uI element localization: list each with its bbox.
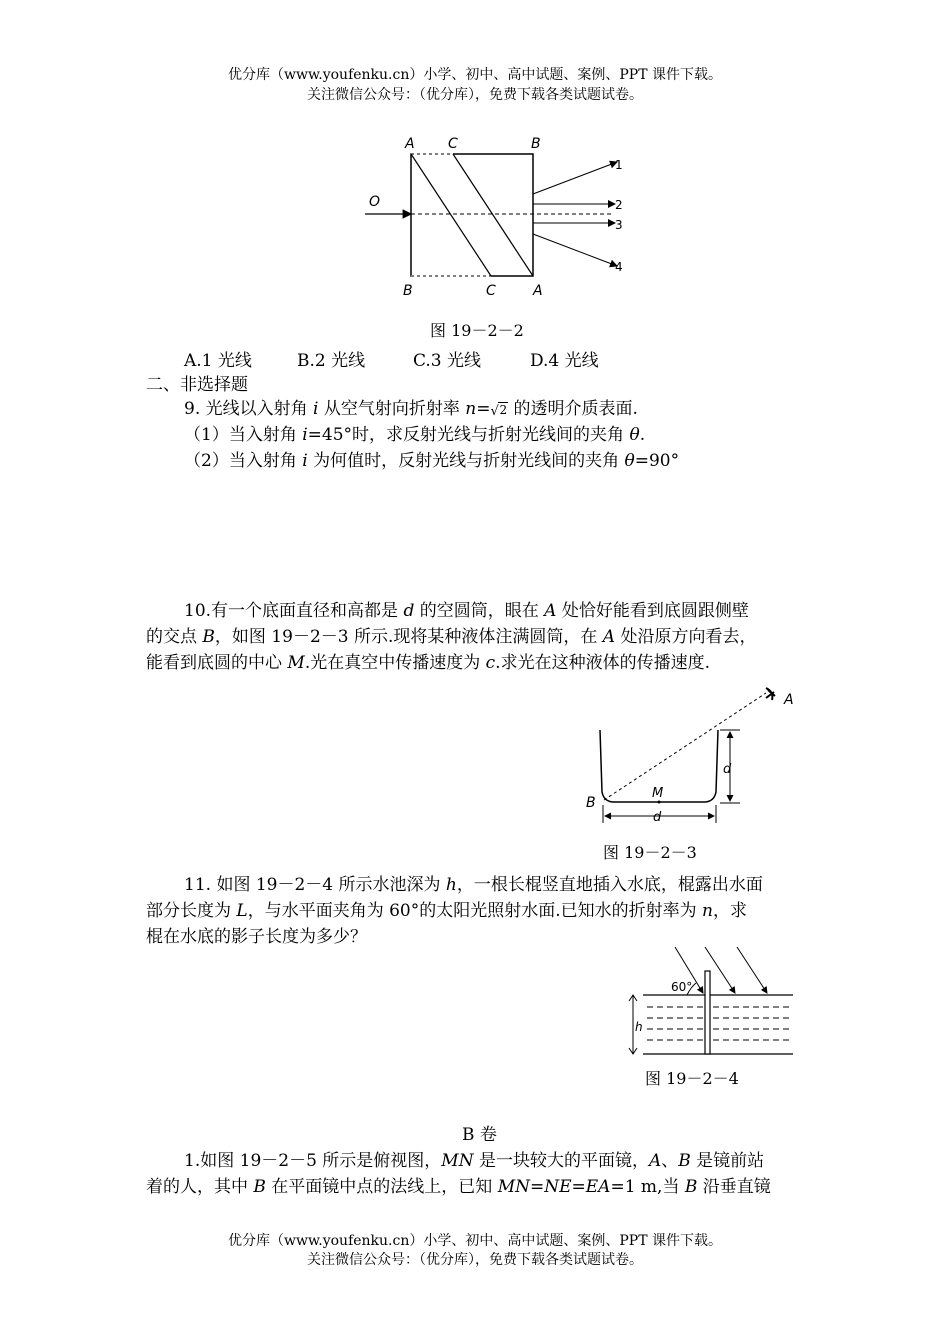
label-M: M <box>652 786 664 801</box>
q9-part-2: （2）当入射角 i 为何值时，反射光线与折射光线间的夹角 θ=90° <box>184 451 680 471</box>
label-ray-4: 4 <box>615 260 623 274</box>
figure-caption-19-2-2: 图 19－2－2 <box>430 321 524 340</box>
header-line-1: 优分库（www.youfenku.cn）小学、初中、高中试题、案例、PPT 课件下载。 <box>227 67 722 83</box>
water-hatching <box>647 1007 789 1040</box>
footer-line-2: 关注微信公众号：（优分库），免费下载各类试题试卷。 <box>307 1252 643 1268</box>
q10-line-1: 10.有一个底面直径和高都是 d 的空圆筒，眼在 A 处恰好能看到底圆跟侧壁 <box>184 601 749 621</box>
label-60-degree: 60° <box>671 980 693 994</box>
label-B: B <box>586 795 596 811</box>
label-d-height: d <box>723 762 732 777</box>
diagonal-AC <box>411 154 491 276</box>
figure-caption-19-2-3: 图 19－2－3 <box>603 843 697 862</box>
b1-line-2: 着的人，其中 B 在平面镜中点的法线上，已知 MN=NE=EA=1 m,当 B 沿垂直镜 <box>146 1177 771 1197</box>
label-B-top: B <box>531 136 541 152</box>
label-O: O <box>369 194 381 210</box>
option-b: B.2 光线 <box>297 351 366 371</box>
figure-19-2-2 <box>355 130 645 305</box>
label-ray-2: 2 <box>615 198 623 212</box>
label-A-top: A <box>405 136 415 152</box>
eye-icon <box>766 688 775 700</box>
option-c: C.3 光线 <box>413 351 482 371</box>
b1-line-1: 1.如图 19－2－5 所示是俯视图，MN 是一块较大的平面镜，A、B 是镜前站 <box>184 1151 765 1171</box>
label-ray-3: 3 <box>615 218 623 232</box>
q9-stem: 9. 光线以入射角 i 从空气射向折射率 n= √ 2 的透明介质表面. <box>184 396 638 423</box>
q10-line-2: 的交点 B，如图 19－2－3 所示.现将某种液体注满圆筒，在 A 处沿原方向看去， <box>146 627 757 647</box>
label-C-top: C <box>448 136 458 152</box>
option-a: A.1 光线 <box>184 351 252 371</box>
label-h: h <box>635 1020 643 1034</box>
header-line-2: 关注微信公众号：（优分库），免费下载各类试题试卷。 <box>307 87 643 103</box>
diagonal-CA <box>453 154 533 276</box>
figure-19-2-4 <box>625 945 800 1060</box>
glass-block <box>411 154 533 276</box>
ray-1 <box>533 162 617 194</box>
sqrt-symbol: √ 2 <box>490 403 508 419</box>
label-B-bottom: B <box>403 283 413 299</box>
q11-line-1: 11. 如图 19－2－4 所示水池深为 h，一根长棍竖直地插入水底，棍露出水面 <box>184 875 763 895</box>
ray-4 <box>533 234 617 266</box>
q11-line-2: 部分长度为 L，与水平面夹角为 60°的太阳光照射水面.已知水的折射率为 n，求 <box>146 901 747 921</box>
label-A: A <box>784 692 794 708</box>
figure-19-2-3 <box>580 680 810 830</box>
section-heading: 二、非选择题 <box>146 375 248 395</box>
sun-ray-3 <box>737 947 767 993</box>
option-d: D.4 光线 <box>530 351 599 371</box>
footer-line-1: 优分库（www.youfenku.cn）小学、初中、高中试题、案例、PPT 课件下载。 <box>227 1233 722 1249</box>
q11-line-3: 棍在水底的影子长度为多少？ <box>146 927 367 947</box>
figure-caption-19-2-4: 图 19－2－4 <box>645 1069 739 1088</box>
label-d-diameter: d <box>653 810 662 825</box>
label-ray-1: 1 <box>615 158 623 172</box>
label-C-bottom: C <box>486 283 496 299</box>
label-A-bottom: A <box>533 283 543 299</box>
part-b-title: B 卷 <box>462 1125 497 1145</box>
q10-line-3: 能看到底圆的中心 M.光在真空中传播速度为 c.求光在这种液体的传播速度. <box>146 653 710 673</box>
stick <box>705 971 710 1054</box>
line-of-sight <box>604 693 766 800</box>
q9-part-1: （1）当入射角 i=45°时，求反射光线与折射光线间的夹角 θ. <box>184 425 646 445</box>
